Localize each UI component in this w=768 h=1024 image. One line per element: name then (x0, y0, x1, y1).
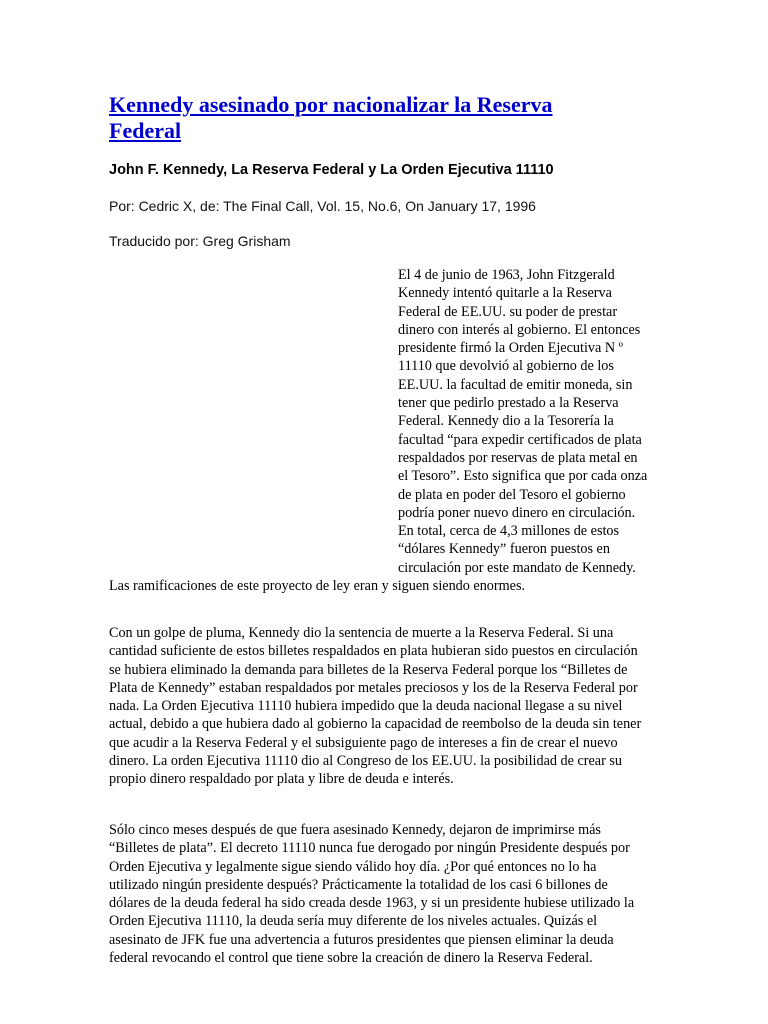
article-byline: Por: Cedric X, de: The Final Call, Vol. 15, No.6, On January 17, 1996 (109, 198, 536, 214)
article-paragraph-2-container (109, 624, 649, 789)
article-paragraph-1: El 4 de junio de 1963, John Fitzgerald Kennedy intentó quitarle a la Reserva Federal de EE.UU. su poder de prestar dinero con interés al gobierno. El entonces presidente firmó la Orden Ejecutiva N º 11110 que devolvió al gobierno de los EE.UU. la facultad de emitir moneda, sin tener que pedirlo prestado a la Reserva Federal. Kennedy dio a la Tesorería la facultad “para expedir certificados de plata respaldados por reservas de plata metal en el Tesoro”. Esto significa que por cada onza de plata en poder del Tesoro el gobierno podría poner nuevo dinero en circulación. En total, cerca de 4,3 millones de estos “dólares Kennedy” fueron puestos en circulación por este mandato de Kennedy. Las ramificaciones de este proyecto de ley eran y siguen siendo enormes. (109, 267, 648, 595)
empty-image-area (109, 266, 398, 576)
article-paragraph-1-container (109, 266, 649, 595)
article-paragraph-3-container (109, 821, 649, 967)
article-paragraph-2: Con un golpe de pluma, Kennedy dio la sentencia de muerte a la Reserva Federal. Si una cantidad suficiente de estos billetes respaldados en plata hubieran sido puestos en circulación se hubiera eliminado la demanda para billetes de la Reserva Federal porque los “Billetes de Plata de Kennedy” estaban respaldados por metales preciosos y los de la Reserva Federal por nada. La Orden Ejecutiva 11110 hubiera impedido que la deuda nacional llegase a su nivel actual, debido a que hubiera dado al gobierno la capacidad de reembolso de la deuda sin tener que acudir a la Reserva Federal y el subsiguiente pago de intereses a fin de crear el nuevo dinero. La orden Ejecutiva 11110 dio al Congreso de los EE.UU. la posibilidad de crear su propio dinero respaldado por plata y libre de deuda e interés. (109, 625, 642, 788)
article-translator: Traducido por: Greg Grisham (109, 233, 291, 249)
article-title-link[interactable]: Kennedy asesinado por nacionalizar la Reserva Federal (109, 92, 553, 143)
article-subtitle: John F. Kennedy, La Reserva Federal y La Orden Ejecutiva 11110 (109, 162, 554, 178)
article-paragraph-3: Sólo cinco meses después de que fuera asesinado Kennedy, dejaron de imprimirse más “Billetes de plata”. El decreto 11110 nunca fue derogado por ningún Presidente después por Orden Ejecutiva y legalmente sigue siendo válido hoy día. ¿Por qué entonces no lo ha utilizado ningún presidente después? Prácticamente la totalidad de los casi 6 billones de dólares de la deuda federal ha sido creada desde 1963, y si un presidente hubiese utilizado la Orden Ejecutiva 11110, la deuda sería muy diferente de los niveles actuales. Quizás el asesinato de JFK fue una advertencia a futuros presidentes que piensen eliminar la deuda federal revocando el control que tiene sobre la creación de dinero la Reserva Federal. (109, 822, 635, 967)
